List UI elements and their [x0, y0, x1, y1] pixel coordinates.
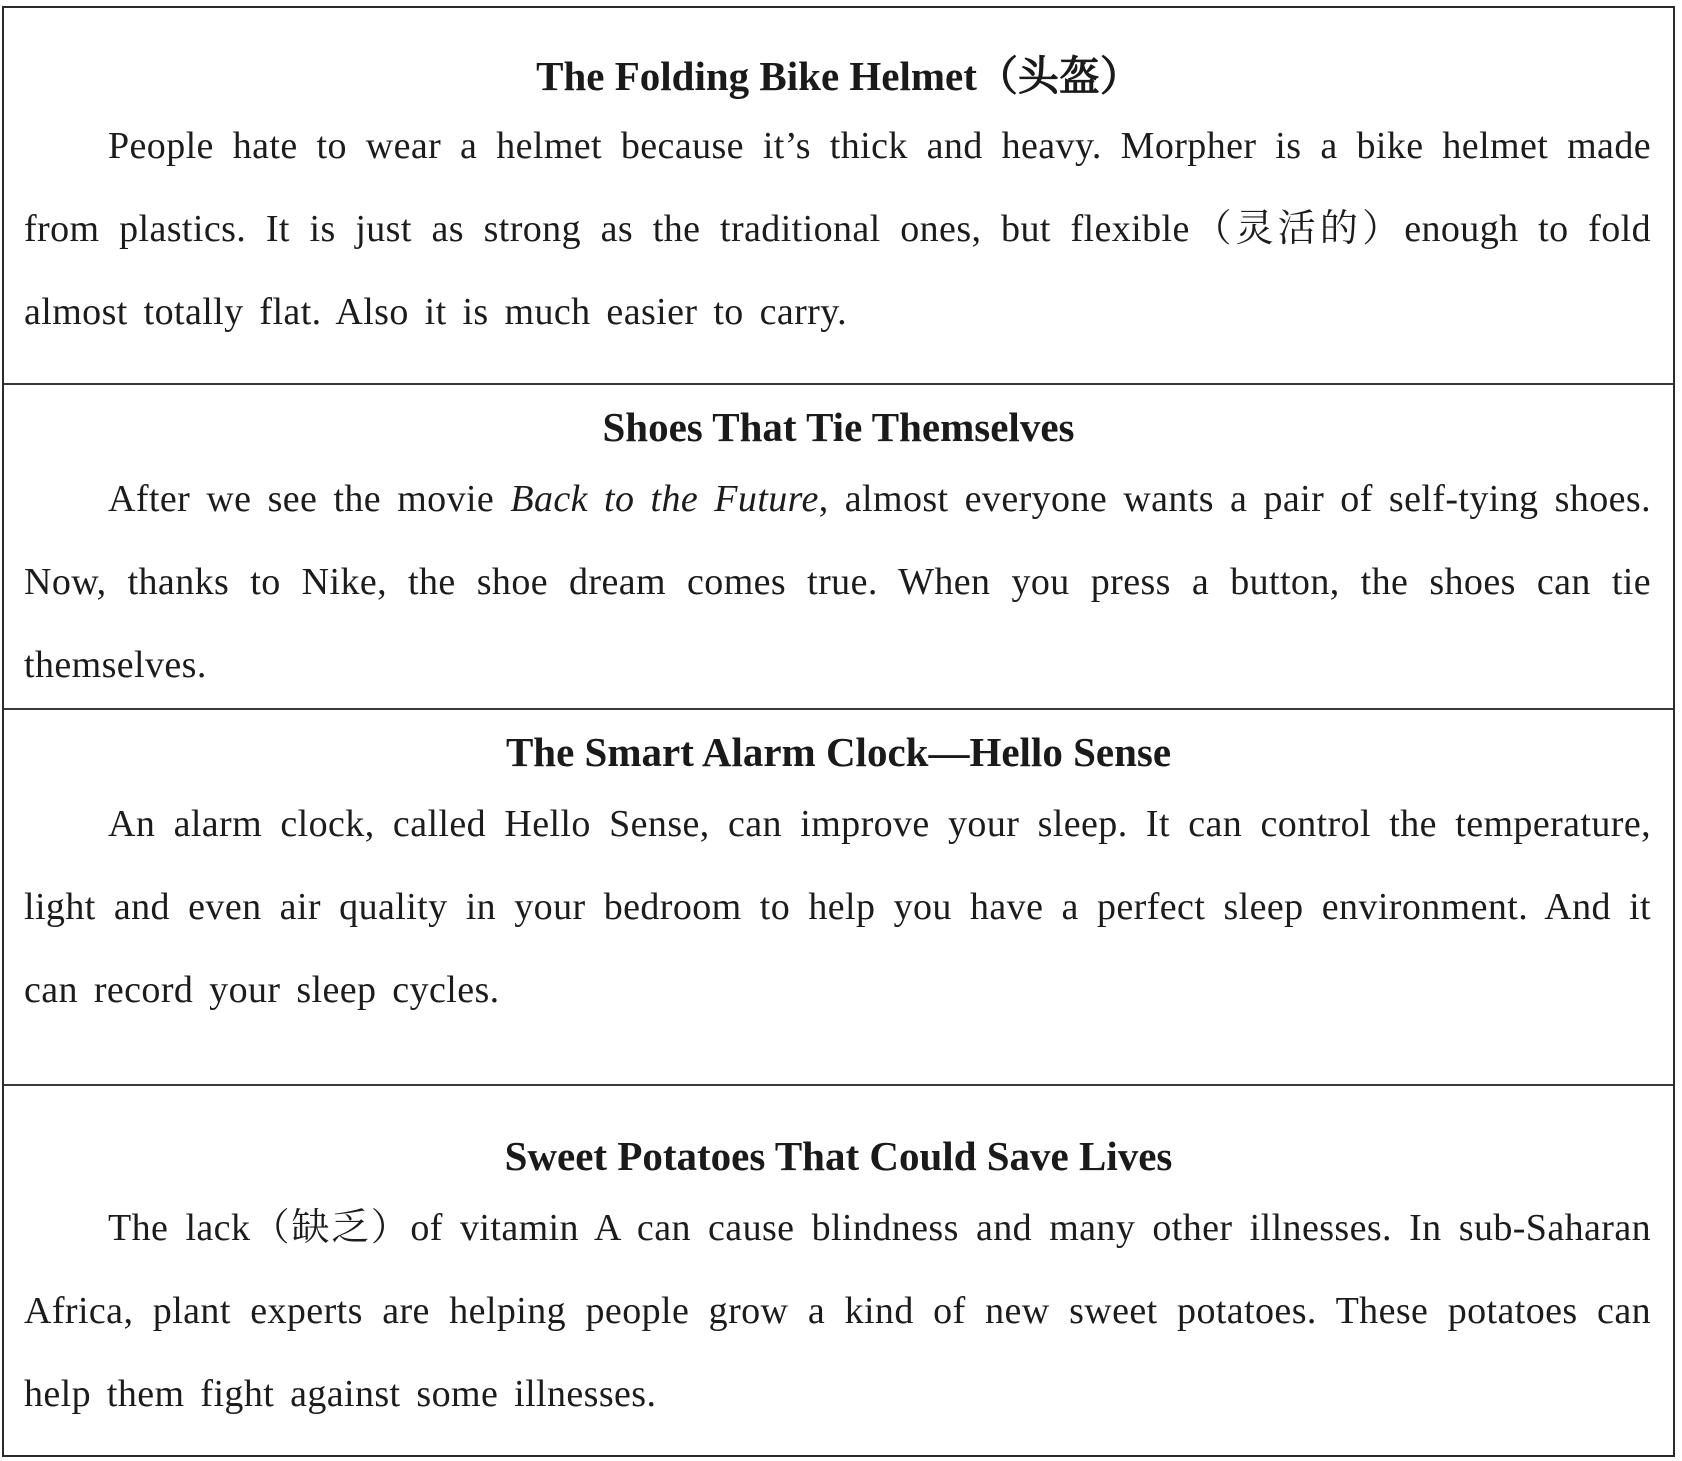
section-self-tying-shoes [4, 385, 1673, 710]
section-title: The Folding Bike Helmet（头盔） [536, 53, 1141, 99]
section-body: People hate to wear a helmet because it’s thick and heavy. Morpher is a bike helmet made from plastics. It is just as strong as the traditional ones, but flexible（灵活的）enough to fold almost totally flat. Also it is much easier to carry. [24, 125, 1651, 333]
movie-title: Back to the Future [510, 478, 819, 520]
section-folding-bike-helmet [4, 8, 1673, 385]
section-title: The Smart Alarm Clock—Hello Sense [505, 729, 1172, 775]
section-smart-alarm-clock [4, 710, 1673, 1086]
section-body [4, 458, 1673, 707]
section-body: An alarm clock, called Hello Sense, can improve your sleep. It can control the temperature, light and even air quality in your bedroom to help you have a perfect sleep environment. And it can record your sleep cycles. [24, 803, 1651, 1011]
section-title: Shoes That Tie Themselves [602, 404, 1075, 450]
article-table [2, 6, 1675, 1457]
body-text-after: , almost everyone wants a pair of self-tying shoes. Now, thanks to Nike, the shoe dream comes true. When you press a button, the shoes can tie themselves. [24, 478, 1652, 686]
section-sweet-potatoes [4, 1086, 1673, 1455]
section-body: The lack（缺乏）of vitamin A can cause blindness and many other illnesses. In sub-Saharan Africa, plant experts are helping people grow a kind of new sweet potatoes. These potatoes can help them fight against some illnesses. [24, 1207, 1651, 1415]
body-text-before: After we see the movie [108, 478, 511, 520]
section-title: Sweet Potatoes That Could Save Lives [504, 1133, 1173, 1179]
